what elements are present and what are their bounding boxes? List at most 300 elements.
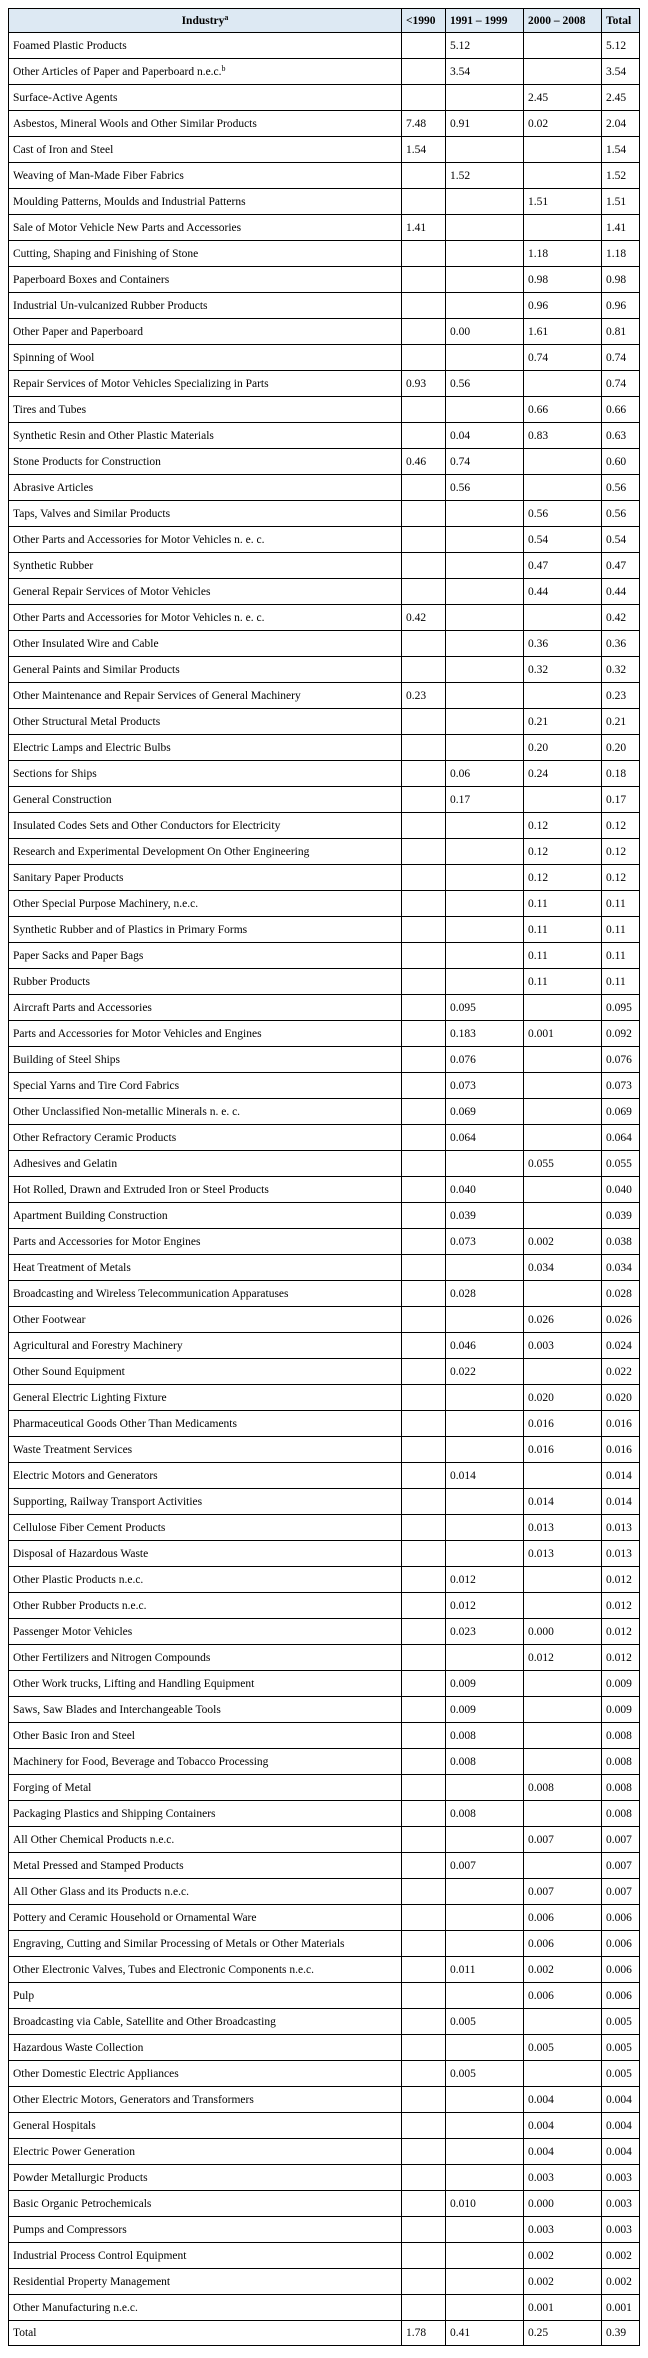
before-1990-cell [402, 1151, 446, 1177]
industry-cell [9, 1151, 402, 1177]
total-cell [602, 267, 640, 293]
total-cell [602, 1645, 640, 1671]
1991-1999-cell [446, 1957, 524, 1983]
1991-1999-cell-text: 0.023 [450, 1625, 476, 1638]
1991-1999-cell-text: 5.12 [450, 39, 471, 52]
industry-cell [9, 2295, 402, 2321]
before-1990-cell [402, 1307, 446, 1333]
2000-2008-cell [524, 553, 602, 579]
before-1990-cell [402, 1099, 446, 1125]
table-row [9, 735, 640, 761]
total-cell-text: 3.54 [606, 65, 627, 78]
industry-cell-text: Pottery and Ceramic Household or Ornamental Ware [13, 1911, 257, 1924]
total-cell [602, 1255, 640, 1281]
before-1990-cell [402, 1801, 446, 1827]
2000-2008-cell-text: 0.12 [528, 819, 549, 832]
industry-cell-text: Weaving of Man-Made Fiber Fabrics [13, 169, 184, 182]
before-1990-cell [402, 891, 446, 917]
1991-1999-cell [446, 345, 524, 371]
1991-1999-cell-text: 0.009 [450, 1703, 476, 1716]
1991-1999-cell [446, 527, 524, 553]
industry-cell-text: Other Rubber Products n.e.c. [13, 1599, 147, 1612]
2000-2008-cell [524, 1619, 602, 1645]
table-row [9, 1801, 640, 1827]
before-1990-cell [402, 1697, 446, 1723]
before-1990-cell [402, 85, 446, 111]
before-1990-cell [402, 189, 446, 215]
industry-cell [9, 1021, 402, 1047]
table-row [9, 293, 640, 319]
2000-2008-cell-text: 0.11 [528, 949, 548, 962]
total-cell [602, 189, 640, 215]
before-1990-cell [402, 2035, 446, 2061]
2000-2008-cell-text: 0.44 [528, 585, 549, 598]
header-industry-footnote: a [224, 12, 229, 22]
1991-1999-cell-text: 1.52 [450, 169, 471, 182]
total-cell [602, 423, 640, 449]
before-1990-cell [402, 1619, 446, 1645]
1991-1999-cell [446, 1437, 524, 1463]
industry-cell-text: Passenger Motor Vehicles [13, 1625, 133, 1638]
total-cell-text: 0.005 [606, 2041, 632, 2054]
1991-1999-cell [446, 1645, 524, 1671]
before-1990-cell-text: 0.42 [406, 611, 427, 624]
before-1990-cell [402, 501, 446, 527]
1991-1999-cell [446, 449, 524, 475]
total-cell [602, 1515, 640, 1541]
1991-1999-cell [446, 1307, 524, 1333]
table-row [9, 1229, 640, 1255]
total-cell-text: 0.040 [606, 1183, 632, 1196]
industry-cell [9, 553, 402, 579]
table-row [9, 2243, 640, 2269]
total-cell [602, 683, 640, 709]
total-cell-text: 0.007 [606, 1885, 632, 1898]
1991-1999-cell [446, 1229, 524, 1255]
before-1990-cell [402, 709, 446, 735]
total-cell [602, 1619, 640, 1645]
industry-cell-text: Other Structural Metal Products [13, 715, 161, 728]
1991-1999-cell [446, 969, 524, 995]
1991-1999-cell [446, 2035, 524, 2061]
2000-2008-cell [524, 1125, 602, 1151]
1991-1999-cell [446, 657, 524, 683]
industry-cell [9, 475, 402, 501]
total-cell [602, 215, 640, 241]
before-1990-cell [402, 1463, 446, 1489]
total-cell-text: 0.39 [606, 2327, 627, 2339]
table-row [9, 2113, 640, 2139]
2000-2008-cell [524, 1593, 602, 1619]
1991-1999-cell-text: 0.00 [450, 325, 471, 338]
total-cell [602, 1853, 640, 1879]
1991-1999-cell [446, 995, 524, 1021]
table-row [9, 1489, 640, 1515]
1991-1999-cell [446, 1697, 524, 1723]
industry-cell [9, 657, 402, 683]
2000-2008-cell [524, 1671, 602, 1697]
total-cell [602, 1957, 640, 1983]
total-cell-text: 0.63 [606, 429, 627, 442]
table-row [9, 657, 640, 683]
2000-2008-cell [524, 1723, 602, 1749]
2000-2008-cell-text: 0.11 [528, 897, 548, 910]
total-cell [602, 1229, 640, 1255]
1991-1999-cell [446, 787, 524, 813]
2000-2008-cell-text: 0.008 [528, 1781, 554, 1794]
2000-2008-cell [524, 891, 602, 917]
before-1990-cell [402, 1905, 446, 1931]
1991-1999-cell [446, 397, 524, 423]
1991-1999-cell [446, 891, 524, 917]
industry-cell [9, 319, 402, 345]
2000-2008-cell [524, 85, 602, 111]
2000-2008-cell [524, 449, 602, 475]
total-cell [602, 501, 640, 527]
table-row [9, 1541, 640, 1567]
1991-1999-cell [446, 683, 524, 709]
industry-cell-text: Special Yarns and Tire Cord Fabrics [13, 1079, 180, 1092]
1991-1999-cell [446, 1125, 524, 1151]
industry-cell [9, 189, 402, 215]
2000-2008-cell-text: 0.000 [528, 2197, 554, 2210]
before-1990-cell [402, 2113, 446, 2139]
2000-2008-cell [524, 2321, 602, 2346]
industry-cell-text: Other Domestic Electric Appliances [13, 2067, 179, 2080]
industry-cell-text: Other Parts and Accessories for Motor Vehicles n. e. c. [13, 611, 265, 624]
industry-cell [9, 605, 402, 631]
2000-2008-cell-text: 0.004 [528, 2093, 554, 2106]
1991-1999-cell [446, 1801, 524, 1827]
1991-1999-cell [446, 293, 524, 319]
2000-2008-cell-text: 0.026 [528, 1313, 554, 1326]
before-1990-cell [402, 1515, 446, 1541]
industry-cell [9, 1567, 402, 1593]
table-row [9, 709, 640, 735]
before-1990-cell [402, 59, 446, 85]
2000-2008-cell-text: 0.47 [528, 559, 549, 572]
total-cell-text: 0.12 [606, 871, 627, 884]
industry-cell-text: Other Insulated Wire and Cable [13, 637, 159, 650]
total-cell-text: 0.74 [606, 377, 627, 390]
total-cell-text: 0.23 [606, 689, 627, 702]
1991-1999-cell [446, 735, 524, 761]
total-cell [602, 345, 640, 371]
table-row [9, 1593, 640, 1619]
table-row [9, 943, 640, 969]
total-cell-text: 0.007 [606, 1833, 632, 1846]
total-cell [602, 371, 640, 397]
total-cell-text: 1.41 [606, 221, 627, 234]
industry-cell-text: Other Fertilizers and Nitrogen Compounds [13, 1651, 211, 1664]
before-1990-cell [402, 449, 446, 475]
industry-cell [9, 163, 402, 189]
2000-2008-cell [524, 1879, 602, 1905]
2000-2008-cell-text: 0.002 [528, 2275, 554, 2288]
total-cell [602, 449, 640, 475]
industry-cell [9, 839, 402, 865]
industry-cell-text: Basic Organic Petrochemicals [13, 2197, 152, 2210]
table-row [9, 839, 640, 865]
footnote-marker: b [221, 63, 226, 73]
industry-cell [9, 813, 402, 839]
before-1990-cell [402, 1853, 446, 1879]
industry-cell [9, 1099, 402, 1125]
total-cell-text: 0.36 [606, 637, 627, 650]
1991-1999-cell [446, 1359, 524, 1385]
total-cell-text: 0.026 [606, 1313, 632, 1326]
total-cell [602, 163, 640, 189]
1991-1999-cell-text: 0.74 [450, 455, 471, 468]
table-row [9, 527, 640, 553]
1991-1999-cell [446, 1073, 524, 1099]
1991-1999-cell [446, 1463, 524, 1489]
total-cell-text: 0.073 [606, 1079, 632, 1092]
header-2000-2008: 2000 – 2008 [524, 9, 602, 33]
2000-2008-cell [524, 33, 602, 59]
before-1990-cell [402, 1957, 446, 1983]
2000-2008-cell-text: 0.20 [528, 741, 549, 754]
2000-2008-cell-text: 0.003 [528, 1339, 554, 1352]
total-cell [602, 579, 640, 605]
total-cell-text: 0.21 [606, 715, 627, 728]
2000-2008-cell [524, 163, 602, 189]
before-1990-cell [402, 2243, 446, 2269]
1991-1999-cell [446, 1489, 524, 1515]
before-1990-cell [402, 527, 446, 553]
industry-cell [9, 501, 402, 527]
total-cell-text: 1.51 [606, 195, 627, 208]
total-cell [602, 33, 640, 59]
total-cell-text: 0.12 [606, 819, 627, 832]
total-cell-text: 0.20 [606, 741, 627, 754]
2000-2008-cell-text: 0.96 [528, 299, 549, 312]
2000-2008-cell-text: 0.11 [528, 923, 548, 936]
2000-2008-cell [524, 1151, 602, 1177]
1991-1999-cell [446, 1879, 524, 1905]
1991-1999-cell [446, 1255, 524, 1281]
total-cell [602, 995, 640, 1021]
2000-2008-cell [524, 1853, 602, 1879]
industry-cell-text: Electric Power Generation [13, 2145, 135, 2158]
before-1990-cell [402, 1385, 446, 1411]
before-1990-cell [402, 1931, 446, 1957]
table-row [9, 1463, 640, 1489]
1991-1999-cell-text: 0.073 [450, 1079, 476, 1092]
total-cell-text: 0.069 [606, 1105, 632, 1118]
before-1990-cell [402, 1125, 446, 1151]
table-row [9, 1099, 640, 1125]
1991-1999-cell-text: 0.005 [450, 2067, 476, 2080]
before-1990-cell [402, 787, 446, 813]
industry-cell [9, 241, 402, 267]
table-row [9, 2321, 640, 2346]
2000-2008-cell-text: 0.83 [528, 429, 549, 442]
industry-cell [9, 1203, 402, 1229]
1991-1999-cell [446, 1021, 524, 1047]
industry-cell-text: Disposal of Hazardous Waste [13, 1547, 149, 1560]
1991-1999-cell [446, 1749, 524, 1775]
industry-cell-text: Other Work trucks, Lifting and Handling Equipment [13, 1677, 255, 1690]
before-1990-cell [402, 111, 446, 137]
2000-2008-cell [524, 1437, 602, 1463]
1991-1999-cell [446, 1333, 524, 1359]
before-1990-cell-text: 1.41 [406, 221, 427, 234]
total-cell [602, 241, 640, 267]
total-cell [602, 2269, 640, 2295]
1991-1999-cell [446, 1385, 524, 1411]
2000-2008-cell [524, 2269, 602, 2295]
industry-cell [9, 2243, 402, 2269]
before-1990-cell [402, 33, 446, 59]
2000-2008-cell [524, 995, 602, 1021]
industry-cell-text: Packaging Plastics and Shipping Containers [13, 1807, 216, 1820]
total-cell [602, 813, 640, 839]
1991-1999-cell-text: 0.040 [450, 1183, 476, 1196]
industry-cell [9, 111, 402, 137]
industry-cell-text: Rubber Products [13, 975, 90, 988]
1991-1999-cell [446, 943, 524, 969]
header-industry [9, 9, 402, 33]
before-1990-cell [402, 475, 446, 501]
table-row [9, 1359, 640, 1385]
table-row [9, 2035, 640, 2061]
total-cell-text: 0.028 [606, 1287, 632, 1300]
2000-2008-cell [524, 579, 602, 605]
2000-2008-cell-text: 1.61 [528, 325, 549, 338]
before-1990-cell [402, 1723, 446, 1749]
table-row [9, 1125, 640, 1151]
total-cell-text: 0.039 [606, 1209, 632, 1222]
industry-cell-text: Pulp [13, 1989, 35, 2002]
2000-2008-cell [524, 501, 602, 527]
1991-1999-cell-text: 0.04 [450, 429, 471, 442]
2000-2008-cell [524, 2035, 602, 2061]
industry-cell-text: Building of Steel Ships [13, 1053, 121, 1066]
industry-cell [9, 1697, 402, 1723]
2000-2008-cell [524, 267, 602, 293]
2000-2008-cell [524, 969, 602, 995]
before-1990-cell-text: 0.93 [406, 377, 427, 390]
total-cell [602, 1749, 640, 1775]
before-1990-cell-text: 0.46 [406, 455, 427, 468]
before-1990-cell [402, 215, 446, 241]
table-row [9, 2009, 640, 2035]
industry-cell [9, 943, 402, 969]
1991-1999-cell [446, 2191, 524, 2217]
table-row [9, 1957, 640, 1983]
1991-1999-cell [446, 1853, 524, 1879]
total-cell-text: 0.008 [606, 1729, 632, 1742]
1991-1999-cell-text: 0.028 [450, 1287, 476, 1300]
1991-1999-cell [446, 475, 524, 501]
table-row [9, 1333, 640, 1359]
industry-cell [9, 527, 402, 553]
before-1990-cell [402, 1047, 446, 1073]
2000-2008-cell [524, 839, 602, 865]
industry-cell-text: Forging of Metal [13, 1781, 92, 1794]
before-1990-cell [402, 1593, 446, 1619]
2000-2008-cell [524, 59, 602, 85]
1991-1999-cell [446, 1671, 524, 1697]
table-row [9, 449, 640, 475]
total-cell-text: 0.98 [606, 273, 627, 286]
header-industry-label: Industry [181, 14, 225, 27]
1991-1999-cell-text: 0.095 [450, 1001, 476, 1014]
total-cell-text: 5.12 [606, 39, 627, 52]
total-cell-text: 0.003 [606, 2223, 632, 2236]
1991-1999-cell [446, 1723, 524, 1749]
total-cell-text: 2.45 [606, 91, 627, 104]
total-cell [602, 1073, 640, 1099]
data-table-container [8, 8, 639, 2346]
industry-cell-text: Other Articles of Paper and Paperboard n.e.c. [13, 65, 222, 78]
1991-1999-cell [446, 111, 524, 137]
total-cell [602, 787, 640, 813]
2000-2008-cell-text: 0.003 [528, 2223, 554, 2236]
total-cell-text: 0.095 [606, 1001, 632, 1014]
industry-cell-text: Saws, Saw Blades and Interchangeable Tools [13, 1703, 221, 1716]
1991-1999-cell [446, 2087, 524, 2113]
industry-cell [9, 2035, 402, 2061]
industry-cell [9, 449, 402, 475]
2000-2008-cell [524, 1073, 602, 1099]
industry-table [8, 8, 640, 2346]
1991-1999-cell [446, 865, 524, 891]
industry-cell-text: General Electric Lighting Fixture [13, 1391, 167, 1404]
industry-cell [9, 735, 402, 761]
industry-cell [9, 631, 402, 657]
industry-cell-text: General Paints and Similar Products [13, 663, 180, 676]
total-cell-text: 0.004 [606, 2119, 632, 2132]
industry-cell-text: Paperboard Boxes and Containers [13, 273, 170, 286]
2000-2008-cell-text: 0.007 [528, 1885, 554, 1898]
1991-1999-cell [446, 1983, 524, 2009]
table-row [9, 1411, 640, 1437]
industry-cell [9, 969, 402, 995]
industry-cell-text: Spinning of Wool [13, 351, 95, 364]
1991-1999-cell-text: 0.046 [450, 1339, 476, 1352]
total-cell-text: 0.020 [606, 1391, 632, 1404]
1991-1999-cell [446, 1931, 524, 1957]
2000-2008-cell [524, 1021, 602, 1047]
1991-1999-cell [446, 605, 524, 631]
industry-cell [9, 2087, 402, 2113]
total-cell-text: 0.024 [606, 1339, 632, 1352]
2000-2008-cell-text: 2.45 [528, 91, 549, 104]
table-row [9, 813, 640, 839]
total-cell-text: 0.18 [606, 767, 627, 780]
total-cell-text: 0.11 [606, 923, 626, 936]
table-row [9, 969, 640, 995]
1991-1999-cell-text: 0.014 [450, 1469, 476, 1482]
table-row [9, 1021, 640, 1047]
1991-1999-cell-text: 0.022 [450, 1365, 476, 1378]
industry-cell [9, 2061, 402, 2087]
2000-2008-cell-text: 0.003 [528, 2171, 554, 2184]
before-1990-cell [402, 1255, 446, 1281]
industry-cell [9, 2217, 402, 2243]
2000-2008-cell [524, 1515, 602, 1541]
2000-2008-cell-text: 0.016 [528, 1417, 554, 1430]
industry-cell-text: Paper Sacks and Paper Bags [13, 949, 144, 962]
2000-2008-cell-text: 0.013 [528, 1547, 554, 1560]
industry-cell [9, 1489, 402, 1515]
1991-1999-cell-text: 0.06 [450, 767, 471, 780]
before-1990-cell [402, 1645, 446, 1671]
total-cell-text: 0.076 [606, 1053, 632, 1066]
2000-2008-cell [524, 657, 602, 683]
